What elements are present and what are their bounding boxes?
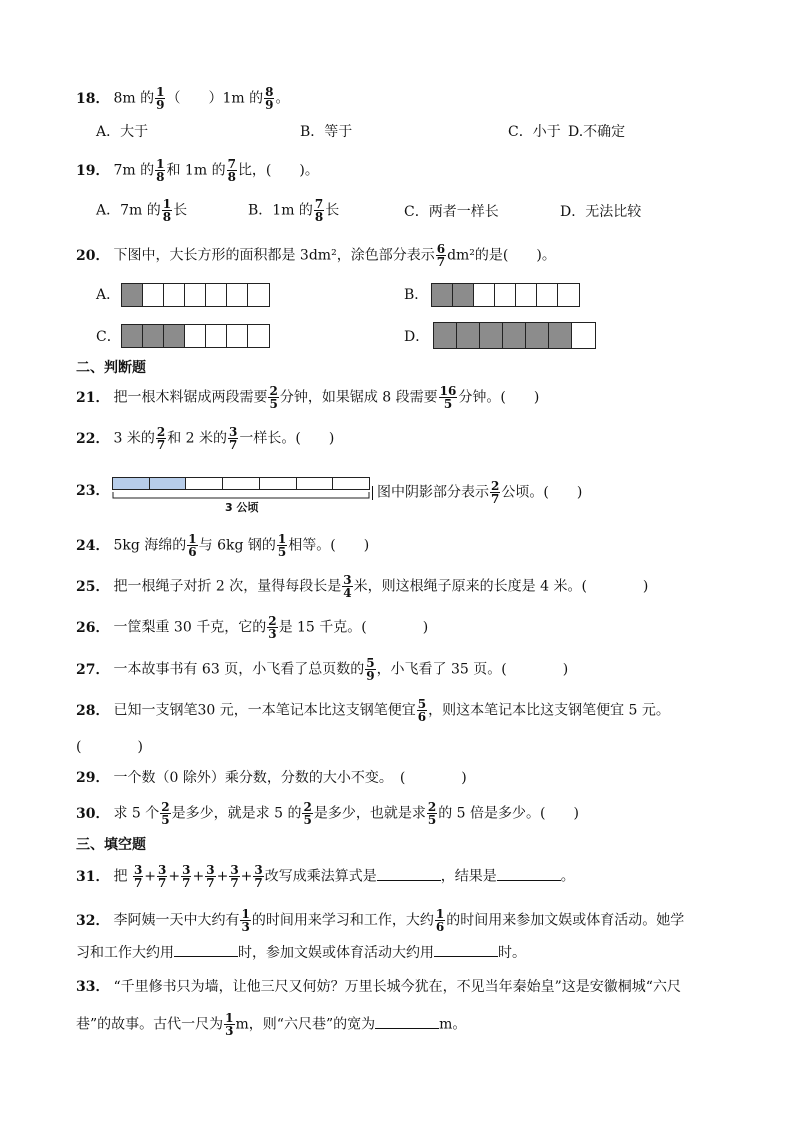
question-21: 21． 把一根木料锯成两段需要 $\frac{2}{5}$ 分钟，如果锯成 8 段需要 $\frac{16}{5}$ 分钟。( ) xyxy=(76,384,540,411)
question-20: 20． 下图中，大长方形的面积都是 3dm²，涂色部分表示 $\frac{6}{7}$ dm²的是( )。 xyxy=(76,242,556,269)
fraction: $\frac{2}{3}$ xyxy=(268,614,277,641)
fraction: $\frac{1}{6}$ xyxy=(435,907,445,934)
option-d[interactable]: D． xyxy=(404,329,430,345)
fraction: $\frac{5}{9}$ xyxy=(366,656,375,683)
shaded-cell xyxy=(453,284,474,306)
bar-label: 3 公顷 xyxy=(222,499,261,515)
empty-cell xyxy=(248,325,269,347)
fraction: $\frac{3}{7}$ xyxy=(182,863,191,890)
question-31: 31． 把 $\frac{3}{7}$ + $\frac{3}{7}$ + $\frac{3}{7}$ + $\frac{3}{7}$ + $\frac{3}{7}$ + $\frac{3}{7}$ 改写成乘法算式是 ，结果是 。 xyxy=(76,863,575,890)
fraction: $\frac{3}{7}$ xyxy=(133,863,143,890)
option-c[interactable]: C． xyxy=(96,329,121,345)
option-d[interactable]: D.不确定 xyxy=(568,124,626,140)
fraction: $\frac{2}{7}$ xyxy=(491,479,500,506)
fraction: $\frac{2}{5}$ xyxy=(427,800,437,827)
shaded-cell xyxy=(122,284,143,306)
fraction: $\frac{1}{9}$ xyxy=(156,85,165,112)
question-22: 22． 3 米的 $\frac{2}{7}$ 和 2 米的 $\frac{3}{7}$ 一样长。( ) xyxy=(76,425,335,452)
fraction: $\frac{2}{7}$ xyxy=(156,425,166,452)
question-29: 29． 一个数（0 除外）乘分数，分数的大小不变。 ( ) xyxy=(76,770,467,786)
question-25: 25． 把一根绳子对折 2 次，量得每段长是 $\frac{3}{4}$ 米，则这根绳子原来的长度是 4 米。( ) xyxy=(76,573,649,600)
empty-segment xyxy=(223,478,260,489)
empty-cell xyxy=(143,284,164,306)
empty-segment xyxy=(333,478,369,489)
section-heading: 三、填空题 xyxy=(76,837,146,853)
fraction: $\frac{5}{6}$ xyxy=(417,697,427,724)
empty-cell xyxy=(572,323,595,348)
area-bar-diagram xyxy=(112,477,370,490)
empty-cell xyxy=(227,325,248,347)
rectangle-diagram-d[interactable] xyxy=(433,322,596,349)
option-b[interactable]: B．1m 的 $\frac{7}{8}$ 长 xyxy=(248,197,340,224)
answer-blank[interactable] xyxy=(434,942,498,957)
fraction: $\frac{2}{5}$ xyxy=(161,800,170,827)
empty-cell xyxy=(537,284,558,306)
answer-blank[interactable] xyxy=(497,866,561,881)
shaded-cell xyxy=(434,323,457,348)
shaded-cell xyxy=(164,325,185,347)
bar-divider xyxy=(372,486,373,500)
option-b[interactable]: B． xyxy=(404,287,429,303)
shaded-cell xyxy=(526,323,549,348)
fraction: $\frac{3}{4}$ xyxy=(343,573,352,600)
shaded-cell xyxy=(480,323,503,348)
shaded-cell xyxy=(457,323,480,348)
empty-cell xyxy=(185,284,206,306)
option-a[interactable]: A． xyxy=(96,287,121,303)
question-33-line2: 巷”的故事。古代一尺为 $\frac{1}{3}$ m，则“六尺巷”的宽为 m。 xyxy=(76,1011,467,1038)
question-18: 18． 8m 的 $\frac{1}{9}$ （ ）1m 的 $\frac{8}{9}$ 。 xyxy=(76,85,290,112)
fraction: $\frac{3}{7}$ xyxy=(158,863,167,890)
fraction: $\frac{2}{5}$ xyxy=(269,384,278,411)
empty-cell xyxy=(164,284,185,306)
question-33: 33． “千里修书只为墙，让他三尺又何妨？万里长城今犹在，不见当年秦始皇”这是安徽桐城“六尺 xyxy=(76,979,681,995)
option-c[interactable]: C．小于 xyxy=(508,124,561,140)
option-a[interactable]: A．大于 xyxy=(96,124,149,140)
fraction: $\frac{8}{9}$ xyxy=(265,85,274,112)
fraction: $\frac{7}{8}$ xyxy=(314,197,324,224)
question-32: 32． 李阿姨一天中大约有 $\frac{1}{3}$ 的时间用来学习和工作，大约 $\frac{1}{6}$ 的时间用来参加文娱或体育活动。她学 xyxy=(76,907,685,934)
empty-cell xyxy=(495,284,516,306)
shaded-segment xyxy=(113,478,150,489)
shaded-segment xyxy=(150,478,187,489)
section-heading: 二、判断题 xyxy=(76,360,146,376)
fraction: $\frac{3}{7}$ xyxy=(229,425,238,452)
fraction: $\frac{1}{8}$ xyxy=(162,197,172,224)
fraction: $\frac{1}{6}$ xyxy=(188,532,197,559)
fraction: $\frac{3}{7}$ xyxy=(206,863,215,890)
question-30: 30． 求 5 个 $\frac{2}{5}$ 是多少，就是求 5 的 $\frac{2}{5}$ 是多少，也就是求 $\frac{2}{5}$ 的 5 倍是多少。( ) xyxy=(76,800,579,827)
answer-blank[interactable] xyxy=(375,1014,439,1029)
option-c[interactable]: C．两者一样长 xyxy=(404,204,499,220)
shaded-cell xyxy=(432,284,453,306)
fraction: $\frac{3}{7}$ xyxy=(230,863,239,890)
answer-blank[interactable] xyxy=(174,942,238,957)
question-28: 28． 已知一支钢笔30 元，一本笔记本比这支钢笔便宜 $\frac{5}{6}$ ，则这本笔记本比这支钢笔便宜 5 元。 xyxy=(76,697,670,724)
empty-segment xyxy=(186,478,223,489)
empty-cell xyxy=(558,284,579,306)
question-24: 24． 5kg 海绵的 $\frac{1}{6}$ 与 6kg 钢的 $\frac{1}{5}$ 相等。( ) xyxy=(76,532,370,559)
empty-cell xyxy=(474,284,495,306)
fraction: $\frac{1}{8}$ xyxy=(156,157,165,184)
question-23-number: 23． xyxy=(76,483,110,499)
fraction: $\frac{6}{7}$ xyxy=(436,242,446,269)
empty-cell xyxy=(248,284,269,306)
empty-segment xyxy=(260,478,297,489)
empty-cell xyxy=(185,325,206,347)
question-27: 27． 一本故事书有 63 页，小飞看了总页数的 $\frac{5}{9}$ ，小飞看了 35 页。( ) xyxy=(76,656,569,683)
shaded-cell xyxy=(143,325,164,347)
fraction: $\frac{1}{3}$ xyxy=(225,1011,234,1038)
fraction: $\frac{7}{8}$ xyxy=(227,157,236,184)
rectangle-diagram-c[interactable] xyxy=(121,324,270,348)
option-a[interactable]: A．7m 的 $\frac{1}{8}$ 长 xyxy=(96,197,188,224)
shaded-cell xyxy=(503,323,526,348)
empty-segment xyxy=(297,478,334,489)
question-23: 图中阴影部分表示 $\frac{2}{7}$ 公顷。( ) xyxy=(372,480,582,505)
question-28-answer[interactable]: ( ) xyxy=(76,739,143,755)
answer-blank[interactable] xyxy=(377,866,441,881)
fraction: $\frac{1}{5}$ xyxy=(277,532,287,559)
option-b[interactable]: B．等于 xyxy=(300,124,353,140)
question-32-line2: 习和工作大约用 时，参加文娱或体育活动大约用 时。 xyxy=(76,942,526,964)
question-26: 26． 一筐梨重 30 千克，它的 $\frac{2}{3}$ 是 15 千克。( ) xyxy=(76,614,429,641)
option-d[interactable]: D．无法比较 xyxy=(560,204,642,220)
fraction: $\frac{3}{7}$ xyxy=(254,863,263,890)
empty-cell xyxy=(227,284,248,306)
rectangle-diagram-b[interactable] xyxy=(431,283,580,307)
empty-cell xyxy=(206,284,227,306)
empty-cell xyxy=(516,284,537,306)
fraction: $\frac{16}{5}$ xyxy=(439,384,457,411)
fraction: $\frac{2}{5}$ xyxy=(303,800,312,827)
rectangle-diagram-a[interactable] xyxy=(121,283,270,307)
shaded-cell xyxy=(549,323,572,348)
question-19: 19． 7m 的 $\frac{1}{8}$ 和 1m 的 $\frac{7}{8}$ 比，( )。 xyxy=(76,157,319,184)
shaded-cell xyxy=(122,325,143,347)
empty-cell xyxy=(206,325,227,347)
fraction: $\frac{1}{3}$ xyxy=(241,907,250,934)
